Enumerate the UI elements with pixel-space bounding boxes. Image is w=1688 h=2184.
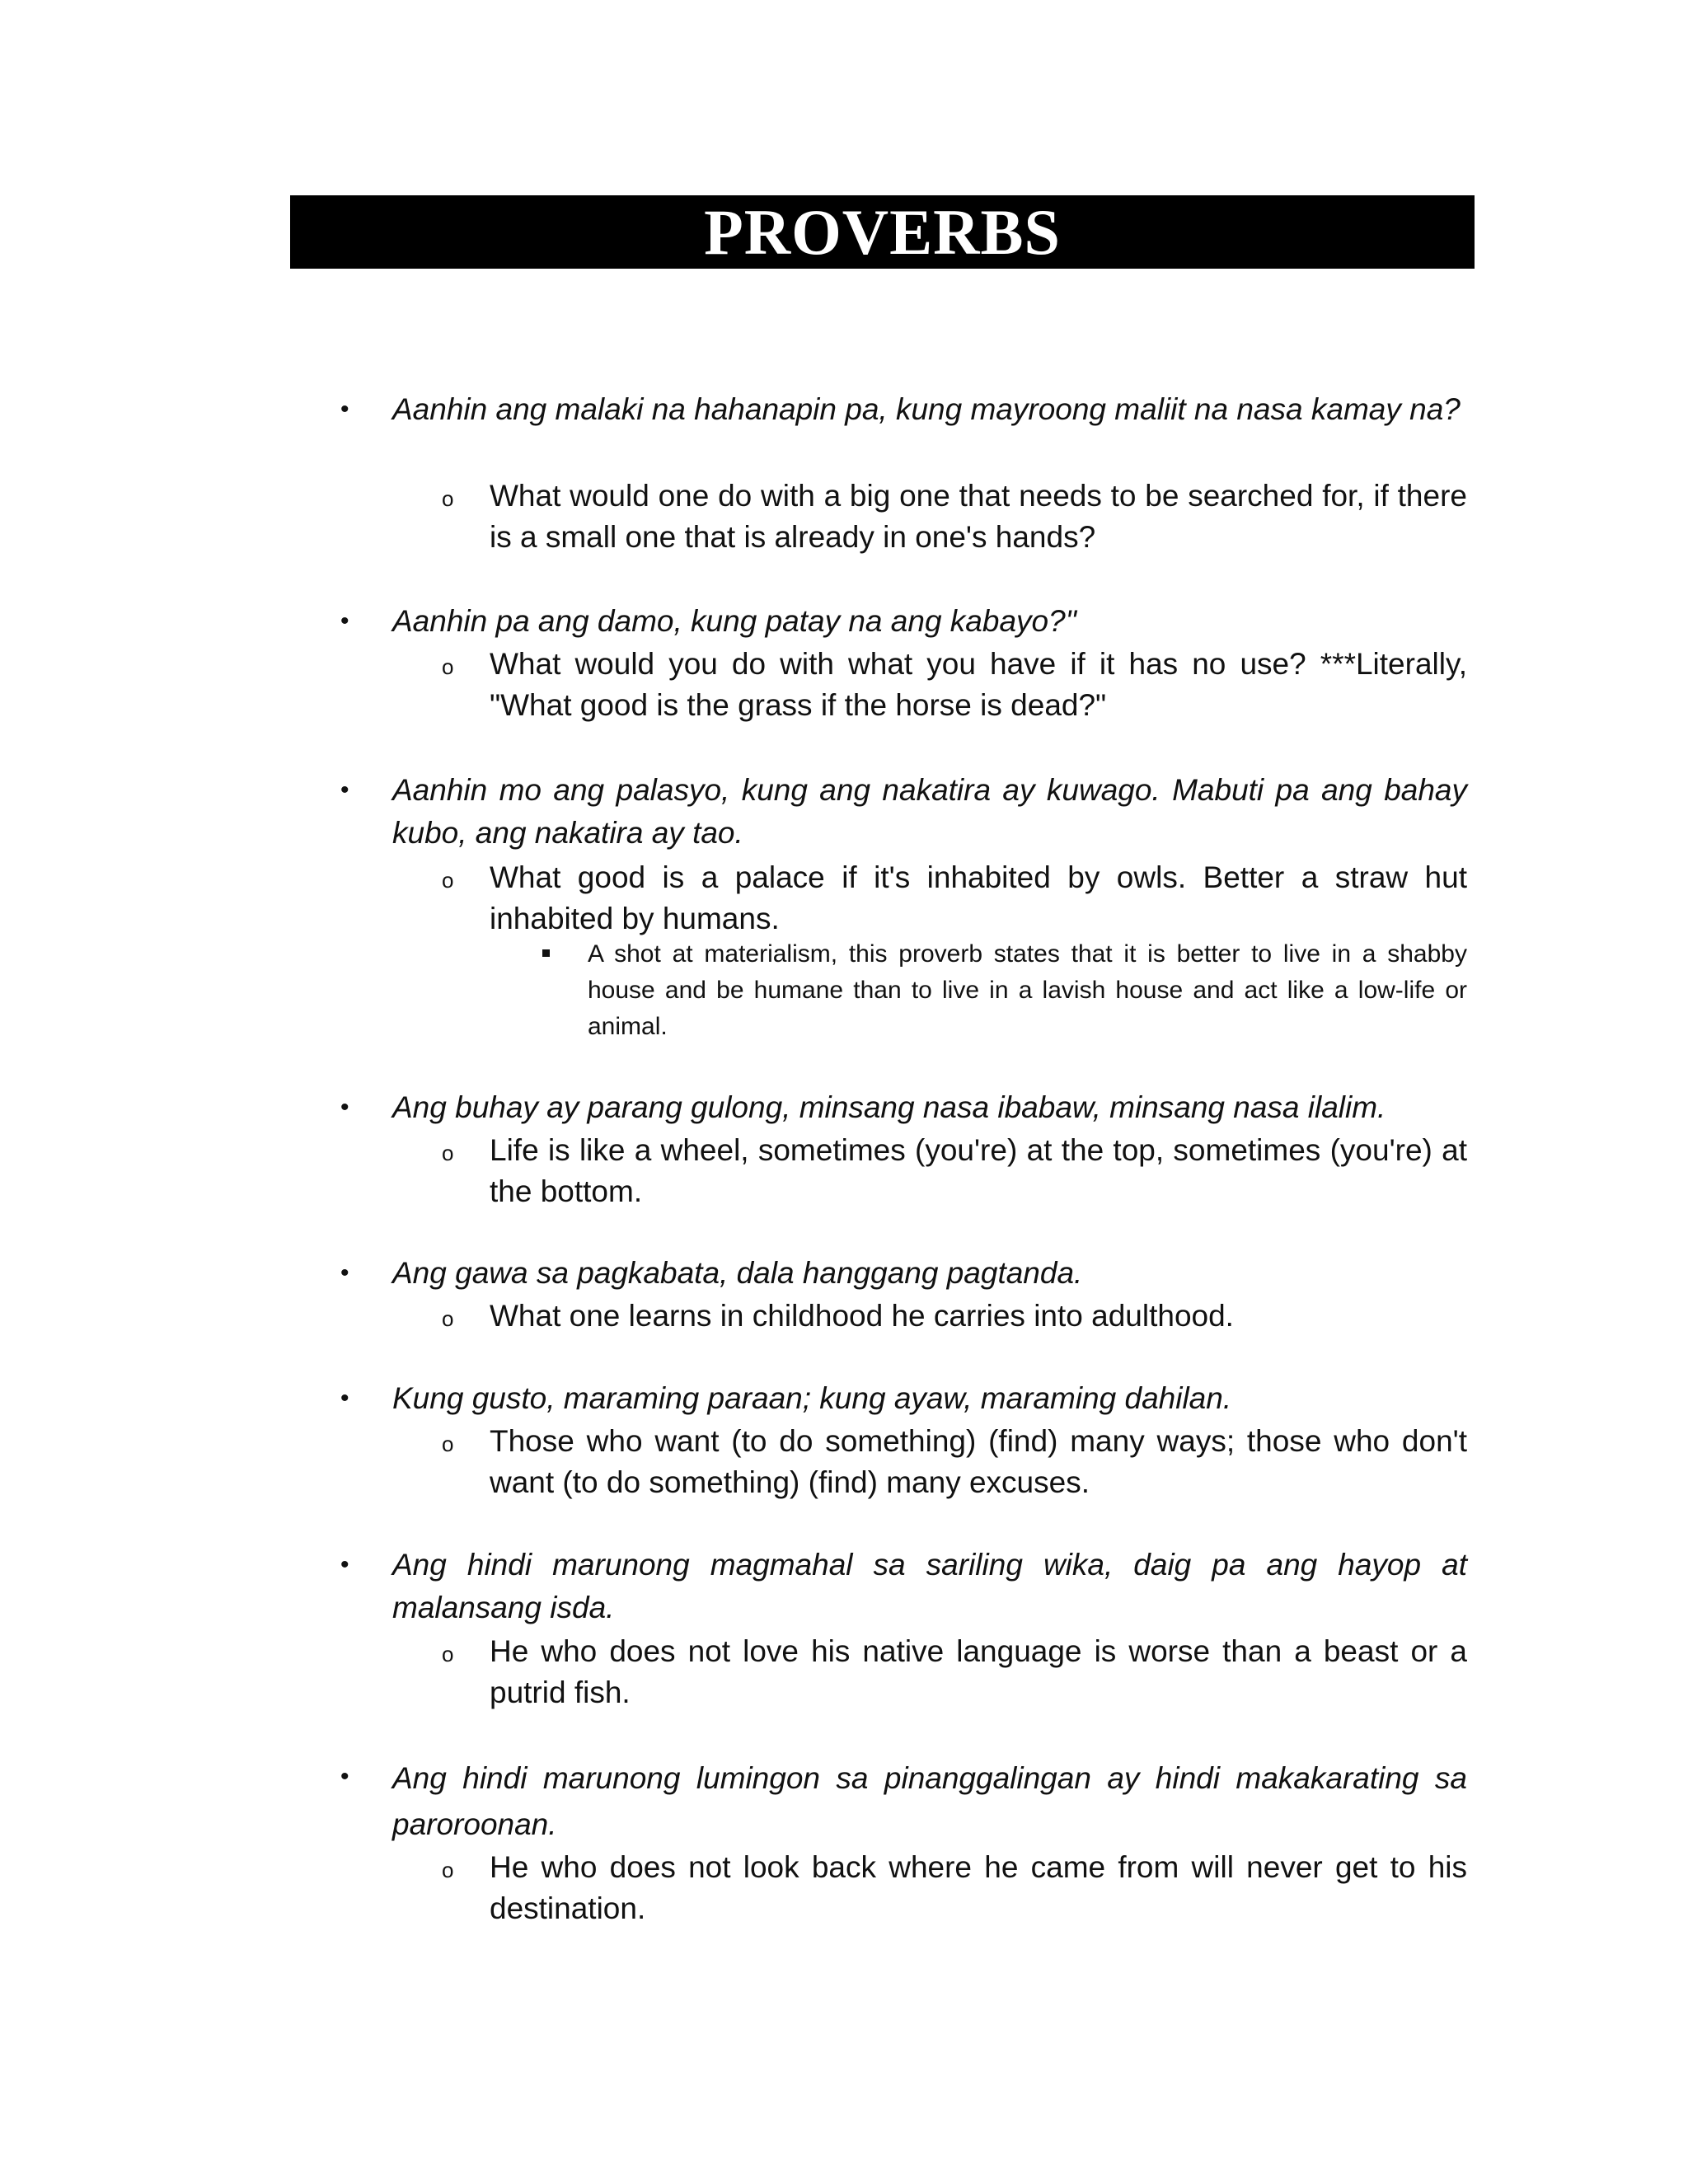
proverb-text: Ang buhay ay parang gulong, minsang nasa ibabaw, minsang nasa ilalim. xyxy=(392,1090,1386,1124)
proverb-translation: What good is a palace if it's inhabited by owls. Better a straw hut inhabited by humans. xyxy=(490,860,1467,935)
bullet-marker: • xyxy=(340,1385,349,1412)
sub-bullet-marker: o xyxy=(442,1141,454,1165)
bullet-marker: • xyxy=(340,1763,349,1790)
proverb-text: Ang hindi marunong magmahal sa sariling wika, daig pa ang hayop at malansang isda. xyxy=(392,1548,1467,1624)
proverb-translation: What would you do with what you have if it has no use? ***Literally, "What good is the grass if the horse is dead?" xyxy=(490,647,1467,722)
bullet-marker: • xyxy=(340,1259,349,1286)
proverb-text: Ang gawa sa pagkabata, dala hanggang pagtanda. xyxy=(392,1256,1083,1290)
proverb-translation: He who does not look back where he came from will never get to his destination. xyxy=(490,1850,1467,1925)
sub-bullet-marker: o xyxy=(442,1306,454,1331)
page-title: PROVERBS xyxy=(704,195,1061,268)
proverb-translation: He who does not love his native language is worse than a beast or a putrid fish. xyxy=(490,1634,1467,1709)
sub-bullet-marker: o xyxy=(442,1858,454,1882)
proverb-text: Aanhin ang malaki na hahanapin pa, kung mayroong maliit na nasa kamay na? xyxy=(392,392,1461,426)
square-bullet-marker xyxy=(542,949,550,957)
proverb-translation: What one learns in childhood he carries into adulthood. xyxy=(490,1299,1234,1333)
sub-bullet-marker: o xyxy=(442,1432,454,1456)
proverb-translation: Those who want (to do something) (find) many ways; those who don't want (to do something) (find) many excuses. xyxy=(490,1424,1467,1499)
bullet-marker: • xyxy=(340,1094,349,1121)
proverb-note: A shot at materialism, this proverb states that it is better to live in a shabby house and be humane than to live in a lavish house and act like a low-life or animal. xyxy=(588,940,1467,1040)
sub-bullet-marker: o xyxy=(442,486,454,511)
proverb-text: Kung gusto, maraming paraan; kung ayaw, maraming dahilan. xyxy=(392,1381,1232,1415)
sub-bullet-marker: o xyxy=(442,654,454,679)
bullet-marker: • xyxy=(340,1551,349,1578)
bullet-marker: • xyxy=(340,776,349,804)
proverb-translation: Life is like a wheel, sometimes (you're) at the top, sometimes (you're) at the bottom. xyxy=(490,1133,1467,1208)
proverb-text: Ang hindi marunong lumingon sa pinanggalingan ay hindi makakarating sa paroroonan. xyxy=(392,1761,1467,1841)
sub-bullet-marker: o xyxy=(442,1642,454,1666)
sub-bullet-marker: o xyxy=(442,868,454,893)
bullet-marker: • xyxy=(340,396,349,423)
proverb-translation: What would one do with a big one that needs to be searched for, if there is a small one that is already in one's hands? xyxy=(490,479,1467,554)
bullet-marker: • xyxy=(340,607,349,635)
proverb-text: Aanhin mo ang palasyo, kung ang nakatira ay kuwago. Mabuti pa ang bahay kubo, ang nakatira ay tao. xyxy=(392,773,1467,850)
proverb-text: Aanhin pa ang damo, kung patay na ang kabayo?" xyxy=(392,604,1076,638)
